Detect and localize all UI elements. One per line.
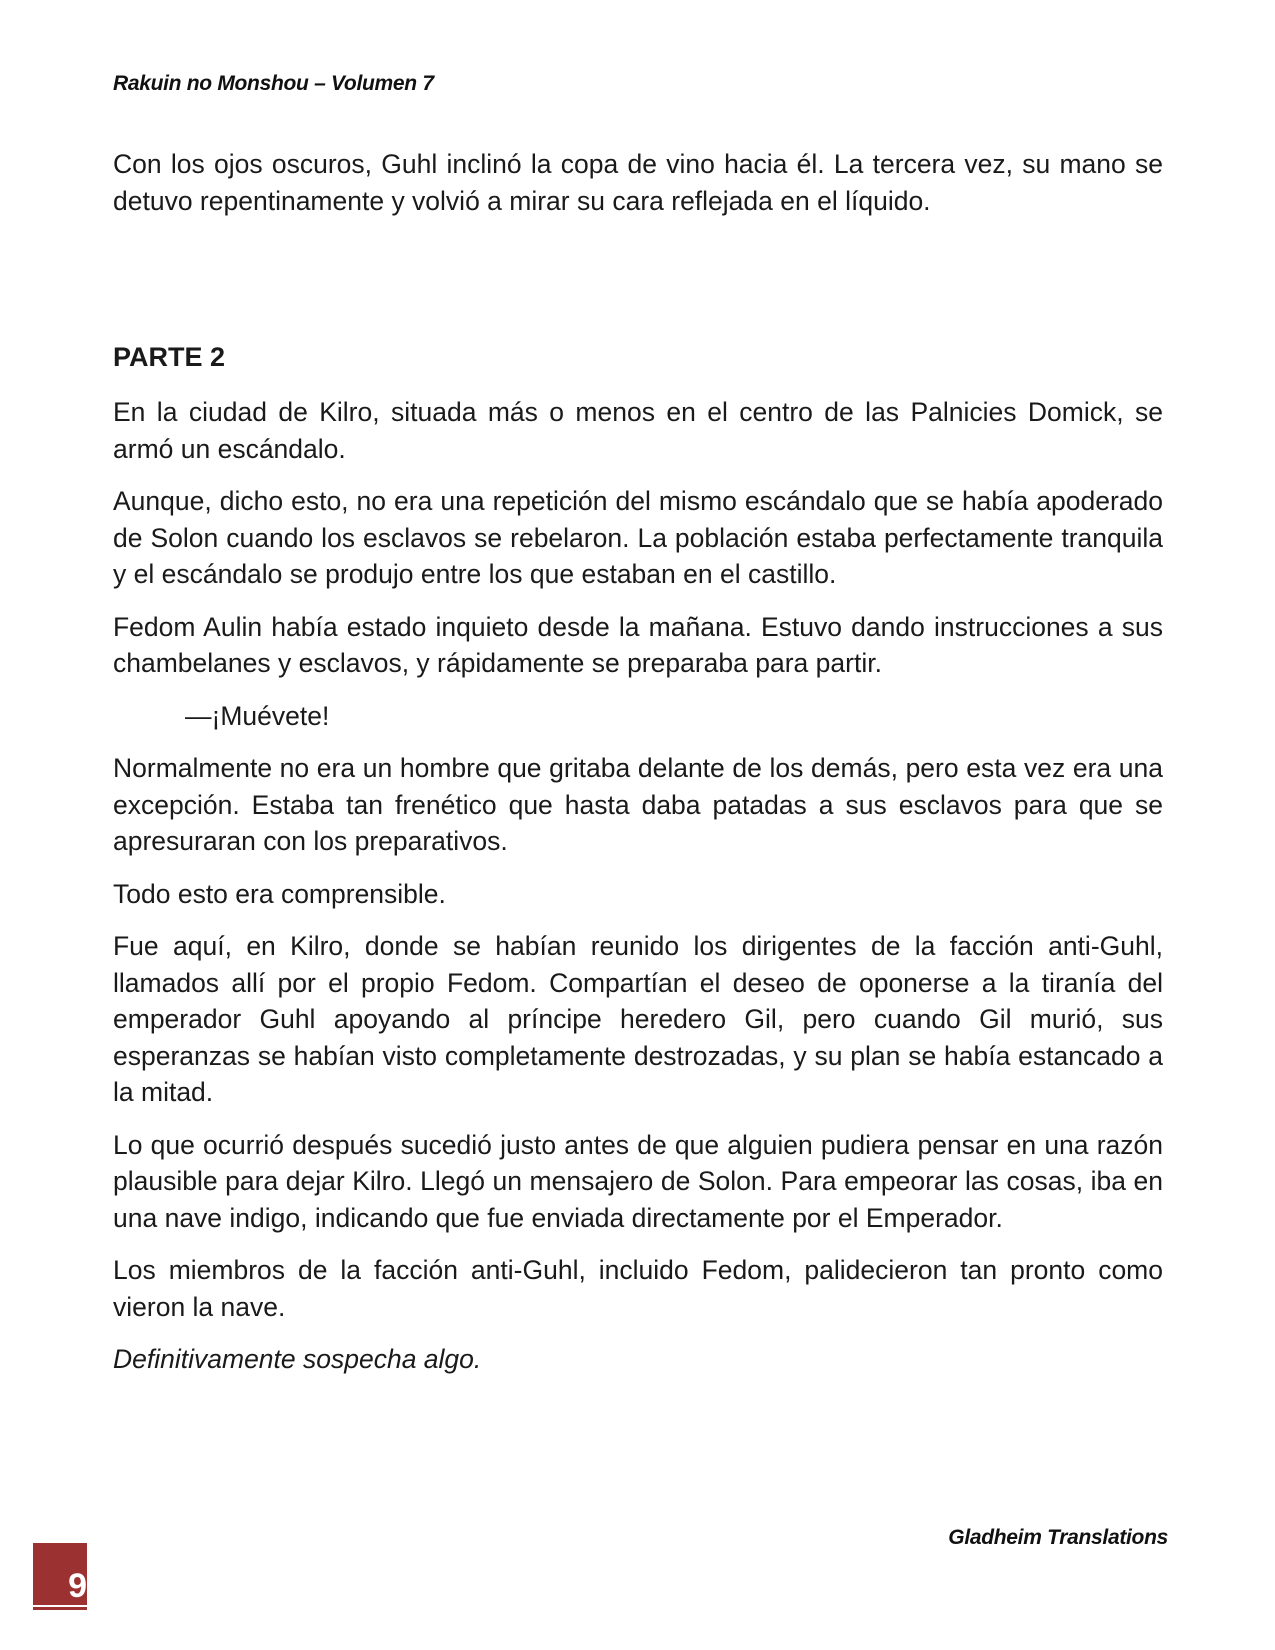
paragraph-3: Fedom Aulin había estado inquieto desde la mañana. Estuvo dando instrucciones a sus chambelanes y esclavos, y rápidamente se preparaba para partir. (113, 611, 1163, 678)
paragraph-9: Los miembros de la facción anti-Guhl, incluido Fedom, palidecieron tan pronto como vieron la nave. (113, 1255, 1163, 1322)
section-heading: PARTE 2 (113, 342, 226, 372)
paragraph-8: Lo que ocurrió después sucedió justo antes de que alguien pudiera pensar en una razón plausible para dejar Kilro. Llegó un mensajero de Solon. Para empeorar las cosas, iba en una nave indigo, indicando que fue enviada directamente por el Emperador. (113, 1129, 1163, 1233)
paragraph-5: Normalmente no era un hombre que gritaba delante de los demás, pero esta vez era una excepción. Estaba tan frenético que hasta daba patadas a sus esclavos para que se apresuraran con los preparativos. (113, 753, 1163, 856)
footer-credit: Gladheim Translations (948, 1526, 1168, 1549)
page-number-badge (33, 1543, 87, 1605)
paragraph-7: Fue aquí, en Kilro, donde se habían reunido los dirigentes de la facción anti-Guhl, llamados allí por el propio Fedom. Compartían el deseo de oponerse a la tiranía del emperador Guhl apoyando al príncipe heredero Gil, pero cuando Gil murió, sus esperanzas se habían visto completamente destrozadas, y su plan se había estancado a la mitad. (113, 931, 1163, 1107)
page-badge-underline (33, 1607, 87, 1610)
dialogue-line: —¡Muévete! (185, 700, 330, 731)
intro-text-block (113, 146, 1163, 219)
paragraph-2: Aunque, dicho esto, no era una repetición del mismo escándalo que se había apoderado de Solon cuando los esclavos se rebelaron. La población estaba perfectamente tranquila y el escándalo se produjo entre los que estaban en el castillo. (113, 486, 1163, 589)
paragraph-1: En la ciudad de Kilro, situada más o menos en el centro de las Palnicies Domick, se armó un escándalo. (113, 397, 1163, 464)
intro-paragraph: Con los ojos oscuros, Guhl inclinó la copa de vino hacia él. La tercera vez, su mano se detuvo repentinamente y volvió a mirar su cara reflejada en el líquido. (113, 149, 1163, 216)
inner-thought-paragraph: Definitivamente sospecha algo. (113, 1344, 482, 1374)
section-body (113, 394, 1163, 1394)
page-number: 9 (68, 1567, 87, 1605)
paragraph-6: Todo esto era comprensible. (113, 878, 446, 909)
running-header-title: Rakuin no Monshou – Volumen 7 (113, 72, 434, 95)
